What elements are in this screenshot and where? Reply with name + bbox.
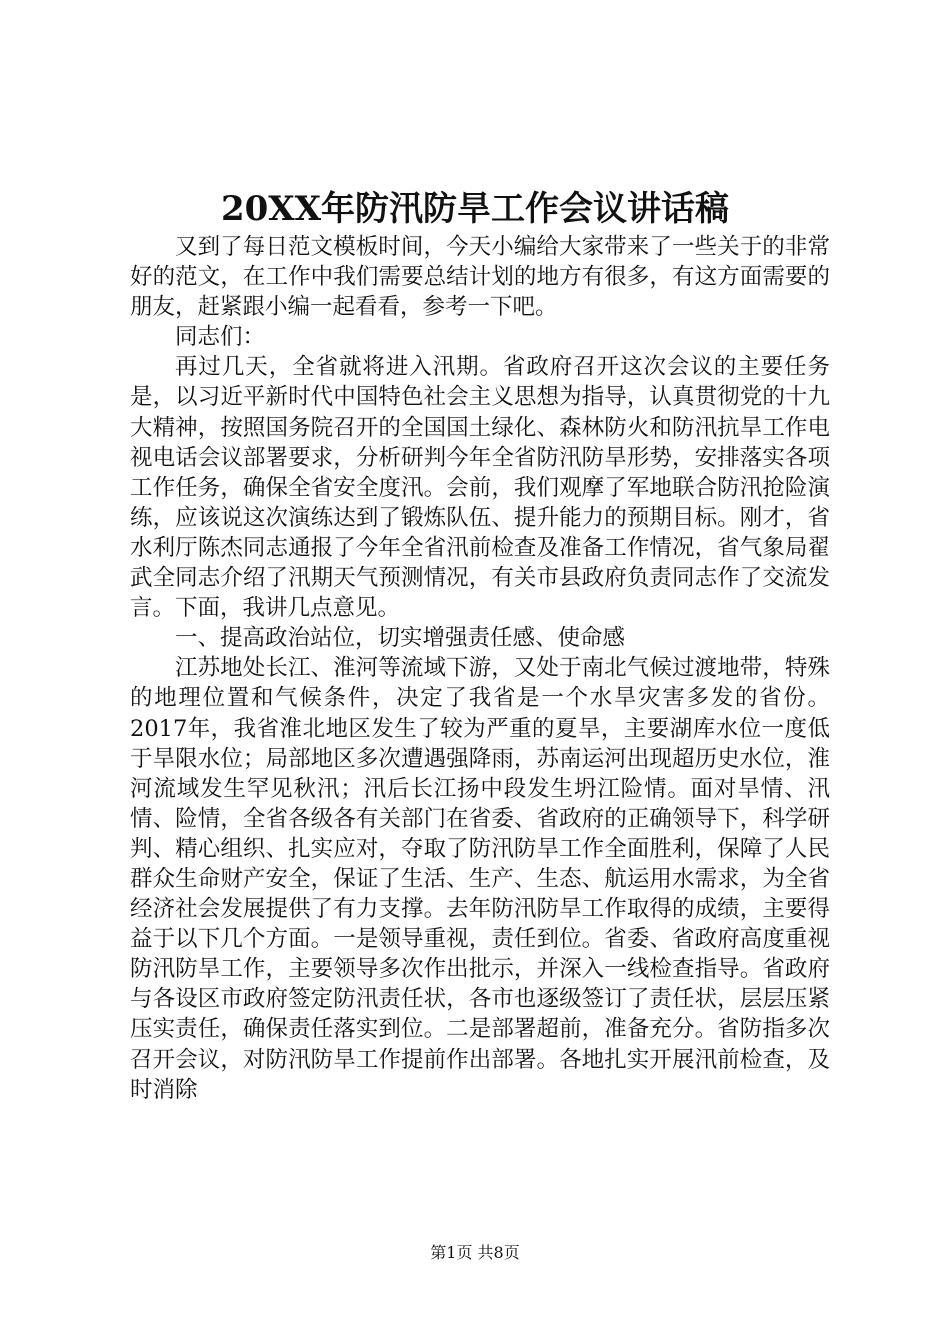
page-number-footer: 第1页 共8页 [430, 1243, 520, 1262]
document-title: 20XX年防汛防旱工作会议讲话稿 [220, 189, 730, 229]
body-paragraph: 江苏地处长江、淮河等流域下游，又处于南北气候过渡地带，特殊的地理位置和气候条件，决定了我省是一个水旱灾害多发的省份。2017年，我省淮北地区发生了较为严重的夏旱，主要湖库水位一度低于旱限水位；局部地区多次遭遇强降雨，苏南运河出现超历史水位，淮河流域发生罕见秋汛；汛后长江扬中段发生坍江险情。面对旱情、汛情、险情，全省各级各有关部门在省委、省政府的正确领导下，科学研判、精心组织、扎实应对，夺取了防汛防旱工作全面胜利，保障了人民群众生命财产安全，保证了生活、生产、生态、航运用水需求，为全省经济社会发展提供了有力支撑。去年防汛防旱工作取得的成绩，主要得益于以下几个方面。一是领导重视，责任到位。省委、省政府高度重视防汛防旱工作，主要领导多次作出批示，并深入一线检查指导。省政府与各设区市政府签定防汛责任状，各市也逐级签订了责任状，层层压紧压实责任，确保责任落实到位。二是部署超前，准备充分。省防指多次召开会议，对防汛防旱工作提前作出部署。各地扎实开展汛前检查，及时消除 [130, 655, 830, 1103]
salutation-paragraph: 同志们： [175, 324, 266, 351]
section-heading: 一、提高政治站位，切实增强责任感、使命感 [175, 625, 626, 652]
document-body [130, 232, 830, 1105]
intro-paragraph: 又到了每日范文模板时间，今天小编给大家带来了一些关于的非常好的范文，在工作中我们需要总结计划的地方有很多，有这方面需要的朋友，赶紧跟小编一起看看，参考一下吧。 [130, 234, 830, 321]
body-paragraph: 再过几天，全省就将进入汛期。省政府召开这次会议的主要任务是，以习近平新时代中国特色社会主义思想为指导，认真贯彻党的十九大精神，按照国务院召开的全国国土绿化、森林防火和防汛抗旱工作电视电话会议部署要求，分析研判今年全省防汛防旱形势，安排落实各项工作任务，确保全省安全度汛。会前，我们观摩了军地联合防汛抢险演练，应该说这次演练达到了锻炼队伍、提升能力的预期目标。刚才，省水利厅陈杰同志通报了今年全省汛前检查及准备工作情况，省气象局翟武全同志介绍了汛期天气预测情况，有关市县政府负责同志作了交流发言。下面，我讲几点意见。 [130, 354, 830, 622]
